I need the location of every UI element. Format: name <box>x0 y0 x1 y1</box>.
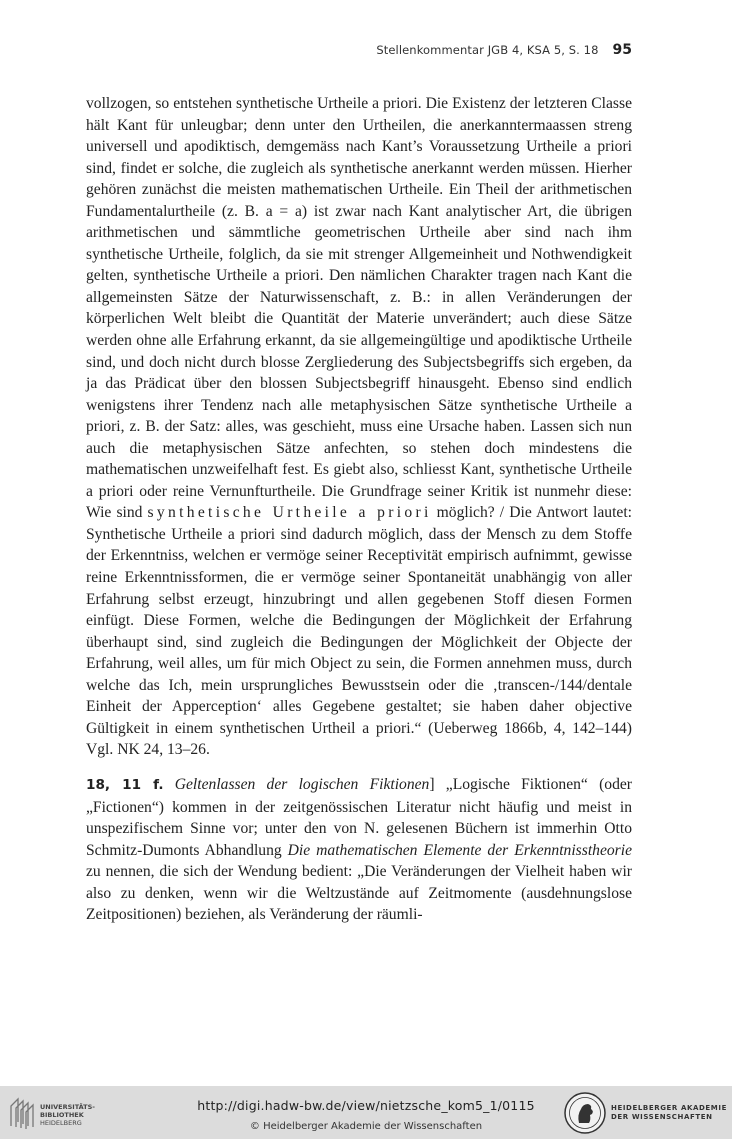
spaced-emphasis: synthetische Urtheile a priori <box>147 504 432 522</box>
academy-name-line: HEIDELBERGER AKADEMIE <box>611 1104 727 1112</box>
permalink-url[interactable]: http://digi.hadw-bw.de/view/nietzsche_kom5_1/0115 <box>197 1098 535 1113</box>
academy-name <box>611 1104 727 1122</box>
lemma-reference: 18, 11 f. <box>86 776 164 793</box>
library-name-line: UNIVERSITÄTS- <box>40 1103 95 1111</box>
copyright-notice: © Heidelberger Akademie der Wissenschaften <box>249 1121 483 1132</box>
paragraph-lemma-entry <box>86 774 632 926</box>
paragraph-text: möglich? / Die Antwort lautet: Synthetische Urtheile a priori sind dadurch möglich, dass der Mensch zu dem Stoffe der Erkenntniss, welchen er vermöge seiner Receptivität empirisch aufnimmt, gewisse reine Erkenntnissformen, die er vermöge seiner Spontaneität unabhängig von aller Erfahrung selbst erzeugt, hinzubringt und allen gegebenen Stoff diesen Formen einfügt. Diese Formen, welche die Bedingungen der Möglichkeit der Erfahrung überhaupt sind, sind zugleich die Bedingungen der Möglichkeit der Objecte der Erfahrung, weil alles, um für mich Object zu sein, die Formen annehmen muss, durch welche das Ich, mein ursprungliches Bewusstsein oder die ‚transcen-/144/dentale Einheit der Apperception‘ alles Gegebene gestaltet; sie haben daher objective Gültigkeit in einem synthetischen Urtheil a priori.“ (Ueberweg 1866b, 4, 142–144) Vgl. NK 24, 13–26. <box>86 504 633 759</box>
paragraph-quotation <box>86 93 632 761</box>
academy-name-line: DER WISSENSCHAFTEN <box>611 1113 713 1121</box>
academy-logo[interactable] <box>563 1091 728 1135</box>
commentary-text <box>86 93 632 926</box>
paragraph-text: zu nennen, die sich der Wendung bedient: „Die Veränderungen der Vielheit haben wir also zu denken, wenn wir die Weltzustände auf Zeitmomente (ausdehnungslose Zeitpositionen) beziehen, als Veränderung der räumli- <box>86 863 632 924</box>
library-name-line: HEIDELBERG <box>40 1119 82 1127</box>
library-name-line: BIBLIOTHEK <box>40 1111 84 1119</box>
lemma-text: Geltenlassen der logischen Fiktionen <box>174 775 430 793</box>
paragraph-text: vollzogen, so entstehen synthetische Urtheile a priori. Die Existenz der letzteren Classe hält Kant für unleugbar; denn unter den Urtheilen, die anerkanntermaassen streng universell und apodiktisch, demgemäss nach Kant’s Voraussetzung Urtheile a priori sind, findet er solche, die zugleich als synthetische anerkannt werden müssen. Hierher gehören zunächst die meisten mathematischen Urtheile. Ein Theil der arithmetischen Fundamentalurtheile (z. B. a = a) ist zwar nach Kant analytischer Art, die übrigen arithmetischen und sämmtliche geometrischen Urtheile aber sind nach ihm synthetische Urtheile, folglich, da sie mit strenger Allgemeinheit und Nothwendigkeit gelten, synthetische Urtheile a priori. Den nämlichen Charakter tragen nach Kant die allgemeinsten Sätze der Naturwissenschaft, z. B.: in allen Veränderungen der körperlichen Welt bleibt die Quantität der Materie unverändert; auch diese Sätze werden ohne alle Erfahrung erkannt, da sie allgemeingültige und apodiktische Urtheile sind, und doch nicht durch blosse Zergliederung des Subjectsbegriffs sich ergeben, da ja das Prädicat über den blossen Subjectsbegriff hinausgeht. Ebenso sind endlich wenigstens ihrer Tendenz nach alle metaphysischen Sätze synthetische Urtheile a priori, z. B. der Satz: alles, was geschieht, muss eine Ursache haben. Lassen sich nun auch die metaphysischen Sätze anfechten, so stehen doch mindestens die mathematischen unzweifelhaft fest. Es giebt also, schliesst Kant, synthetische Urtheile a priori oder reine Vernunfturtheile. Die Grundfrage seiner Kritik ist nunmehr diese: Wie sind <box>86 95 632 522</box>
footer-bar <box>0 1086 732 1139</box>
paragraph-text: ] „Logische Fiktionen“ (oder „Fictionen“) kommen in der zeitgenössischen Literatur nicht häufig und meist in unspezifischem Sinne vor; unter den von N. gelesenen Büchern ist immerhin Otto Schmitz-Dumonts Abhandlung <box>86 775 632 859</box>
page-number: 95 <box>612 42 632 58</box>
book-title: Die mathematischen Elemente der Erkenntnisstheorie <box>287 841 632 859</box>
academy-seal-icon <box>563 1091 607 1135</box>
running-header <box>86 42 632 64</box>
running-head-title: Stellenkommentar JGB 4, KSA 5, S. 18 <box>376 43 599 57</box>
